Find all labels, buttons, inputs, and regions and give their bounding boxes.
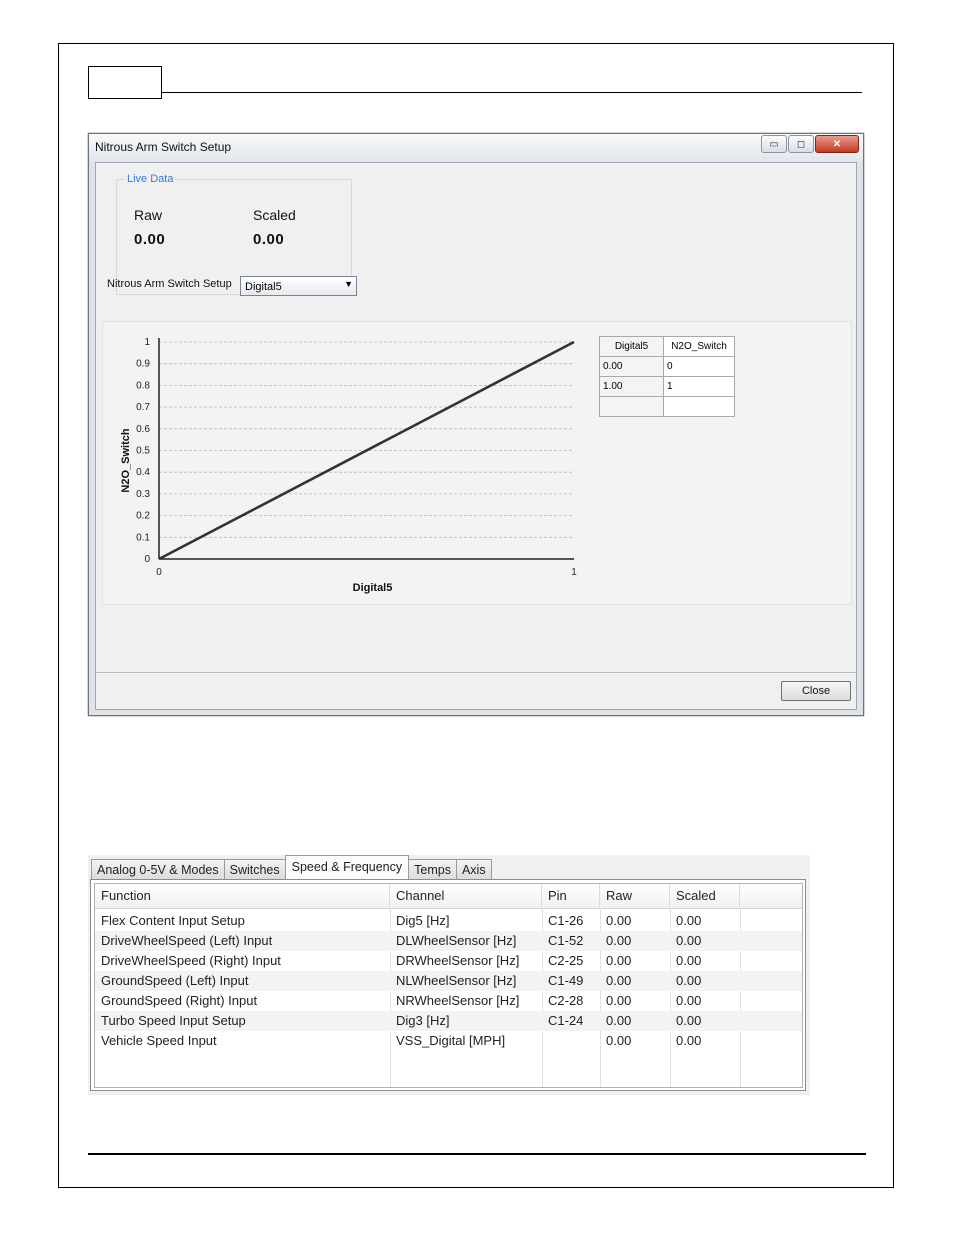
tab-speed-frequency[interactable]: Speed & Frequency	[285, 855, 410, 879]
y-tick-label: 0.1	[136, 532, 150, 544]
table-row[interactable]	[95, 951, 802, 971]
column-header-channel[interactable]: Channel	[390, 884, 542, 908]
dialog-client-area	[95, 162, 857, 710]
raw-label: Raw	[134, 207, 163, 223]
y-tick-label: 0.8	[136, 380, 150, 392]
y-tick-label: 0.5	[136, 445, 150, 457]
header-rule	[162, 92, 862, 93]
chart-panel	[102, 321, 852, 605]
cell-channel: Dig3 [Hz]	[396, 1013, 450, 1028]
cell-pin	[542, 1031, 548, 1051]
mapping-cell[interactable]	[600, 397, 664, 417]
cell-scaled: 0.00	[676, 913, 702, 928]
mapping-table-header	[600, 337, 735, 357]
close-button[interactable]: Close	[781, 681, 851, 701]
mapping-cell[interactable]: 1	[664, 377, 735, 397]
cell-pin: C1-24	[548, 1013, 584, 1028]
y-tick-label: 0	[144, 554, 150, 565]
table-row[interactable]	[95, 971, 802, 991]
column-header-pin[interactable]: Pin	[542, 884, 600, 908]
cell-channel: NRWheelSensor [Hz]	[396, 993, 520, 1008]
y-tick-label: 0.3	[136, 488, 150, 500]
cell-pin: C2-25	[548, 953, 584, 968]
y-axis-label: N2O_Switch	[120, 428, 132, 493]
cell-function: Turbo Speed Input Setup	[101, 1013, 246, 1028]
mapping-cell[interactable]: 0.00	[600, 357, 664, 377]
mapping-table	[599, 336, 735, 417]
cell-pin: C1-52	[548, 933, 584, 948]
setup-label: Nitrous Arm Switch Setup	[107, 278, 232, 290]
window-controls	[761, 135, 859, 153]
mapping-header-output: N2O_Switch	[664, 337, 735, 357]
x-axis-label: Digital5	[352, 582, 393, 594]
input-channel-value: Digital5	[245, 281, 282, 293]
cell-function: DriveWheelSpeed (Left) Input	[101, 933, 273, 948]
table-row[interactable]	[95, 931, 802, 951]
mapping-cell[interactable]	[664, 397, 735, 417]
cell-function: GroundSpeed (Left) Input	[101, 973, 249, 988]
cell-pin: C1-49	[548, 973, 584, 988]
cell-pin: C2-28	[548, 993, 584, 1008]
cell-raw: 0.00	[606, 913, 632, 928]
cell-function: Vehicle Speed Input	[101, 1033, 217, 1048]
cell-raw: 0.00	[606, 933, 632, 948]
cell-scaled: 0.00	[676, 993, 702, 1008]
footer-rule	[88, 1153, 866, 1155]
chevron-down-icon: ▼	[344, 279, 353, 289]
mapping-row	[600, 357, 735, 377]
mapping-cell[interactable]: 1.00	[600, 377, 664, 397]
table-row[interactable]	[95, 991, 802, 1011]
maximize-icon[interactable]: ◻	[788, 135, 814, 153]
channel-table-body	[95, 911, 802, 1051]
channel-table-header	[95, 884, 802, 909]
nitrous-arm-switch-dialog	[88, 133, 864, 716]
line-chart	[103, 322, 853, 606]
minimize-icon[interactable]: ▭	[761, 135, 787, 153]
cell-function: Flex Content Input Setup	[101, 913, 245, 928]
close-icon[interactable]: ✕	[815, 135, 859, 153]
table-row[interactable]	[95, 1011, 802, 1031]
column-header-function[interactable]: Function	[95, 884, 390, 908]
title-bar[interactable]	[89, 134, 863, 162]
tab-strip	[91, 857, 491, 879]
scaled-value: 0.00	[253, 231, 285, 248]
table-row[interactable]	[95, 1031, 802, 1051]
window-title: Nitrous Arm Switch Setup	[95, 140, 232, 154]
cell-pin: C1-26	[548, 913, 584, 928]
y-tick-label: 0.4	[136, 467, 150, 479]
y-tick-label: 1	[144, 337, 150, 348]
cell-scaled: 0.00	[676, 1033, 702, 1048]
mapping-header-input: Digital5	[600, 337, 664, 357]
column-header-raw[interactable]: Raw	[600, 884, 670, 908]
header-box	[88, 66, 162, 99]
cell-raw: 0.00	[606, 973, 632, 988]
tab-temps[interactable]: Temps	[408, 859, 457, 879]
cell-channel: NLWheelSensor [Hz]	[396, 973, 517, 988]
cell-raw: 0.00	[606, 1013, 632, 1028]
channel-table	[94, 883, 803, 1088]
y-tick-label: 0.9	[136, 358, 150, 370]
x-tick-label: 1	[571, 567, 577, 578]
cell-raw: 0.00	[606, 1033, 632, 1048]
cell-scaled: 0.00	[676, 973, 702, 988]
channel-table-frame	[90, 879, 806, 1091]
scaled-label: Scaled	[253, 207, 296, 223]
footer-divider	[96, 672, 856, 673]
cell-function: GroundSpeed (Right) Input	[101, 993, 258, 1008]
cell-scaled: 0.00	[676, 953, 702, 968]
mapping-row-new	[600, 397, 735, 417]
cell-scaled: 0.00	[676, 1013, 702, 1028]
cell-scaled: 0.00	[676, 933, 702, 948]
cell-channel: DRWheelSensor [Hz]	[396, 953, 520, 968]
cell-channel: VSS_Digital [MPH]	[396, 1033, 506, 1048]
mapping-row	[600, 377, 735, 397]
x-tick-label: 0	[156, 567, 162, 578]
tab-switches[interactable]: Switches	[224, 859, 286, 879]
channels-tab-panel	[88, 855, 810, 1095]
column-header-scaled[interactable]: Scaled	[670, 884, 740, 908]
y-tick-label: 0.6	[136, 423, 150, 435]
raw-value: 0.00	[134, 231, 166, 248]
cell-function: DriveWheelSpeed (Right) Input	[101, 953, 281, 968]
y-tick-label: 0.7	[136, 402, 150, 414]
cell-raw: 0.00	[606, 993, 632, 1008]
input-channel-select[interactable]	[240, 276, 357, 296]
tab-analog[interactable]: Analog 0-5V & Modes	[91, 859, 225, 879]
y-tick-label: 0.2	[136, 510, 150, 522]
table-row[interactable]	[95, 911, 802, 931]
cell-channel: Dig5 [Hz]	[396, 913, 450, 928]
tab-axis[interactable]: Axis	[456, 859, 492, 879]
live-data-legend: Live Data	[127, 173, 174, 185]
mapping-cell[interactable]: 0	[664, 357, 735, 377]
cell-channel: DLWheelSensor [Hz]	[396, 933, 517, 948]
cell-raw: 0.00	[606, 953, 632, 968]
